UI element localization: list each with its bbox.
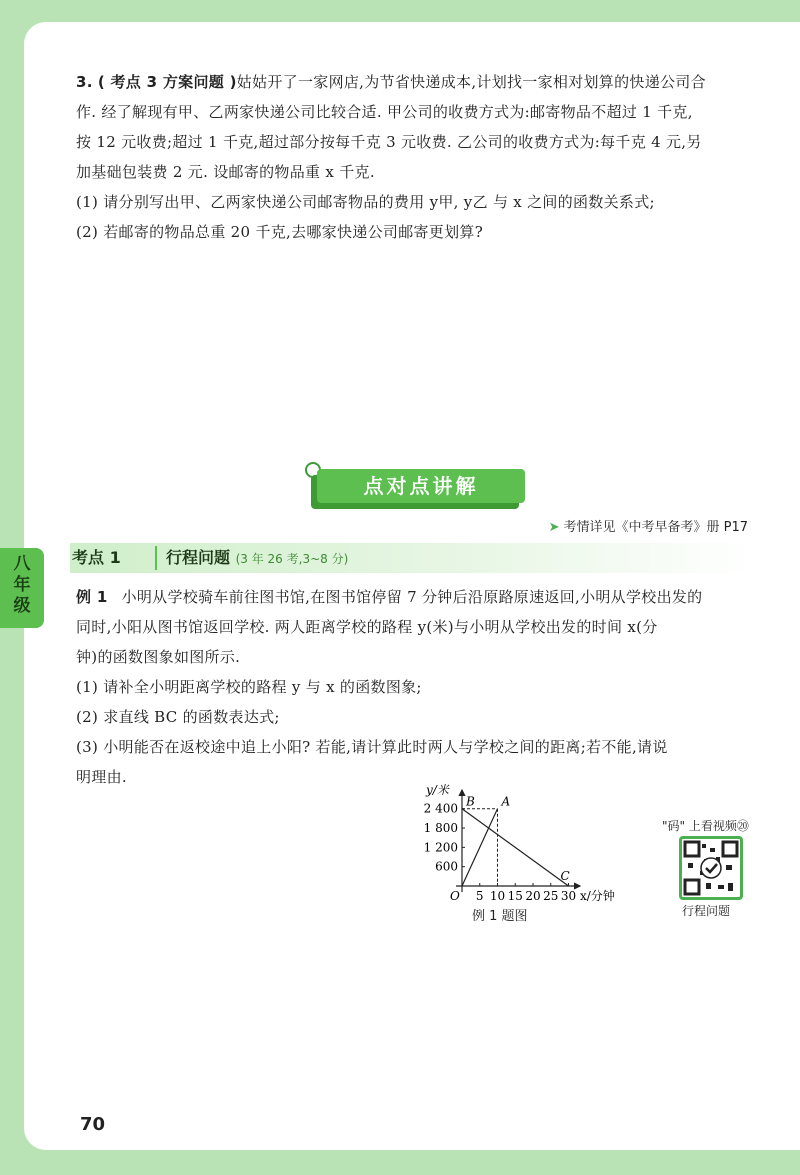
example-line: (3) 小明能否在返校途中追上小阳? 若能,请计算此时两人与学校之间的距离;若不能,请说 (76, 738, 668, 756)
x-tick-label: 10 (489, 889, 506, 903)
problem-3 (76, 67, 766, 247)
problem-3-line: (2) 若邮寄的物品总重 20 千克,去哪家快递公司邮寄更划算? (76, 223, 484, 241)
reference-note (549, 516, 748, 535)
problem-text: 姑姑开了一家网店,为节省快递成本,计划找一家相对划算的快递公司合 (236, 73, 706, 91)
side-tab-char: 八 (13, 554, 31, 574)
qr-pattern-icon (682, 839, 740, 897)
problem-number: 3. (76, 73, 93, 91)
page-number: 70 (80, 1114, 106, 1135)
qr-code[interactable] (679, 836, 743, 900)
example-text: 小明从学校骑车前往图书馆,在图书馆停留 7 分钟后沿原路原速返回,小明从学校出发的 (121, 588, 703, 606)
problem-tag: ( 考点 3 方案问题 ) (97, 73, 237, 91)
example-line: (2) 求直线 BC 的函数表达式; (76, 708, 280, 726)
example-line: 明理由. (76, 768, 127, 786)
kaodian-title (166, 545, 348, 568)
problem-3-line: 按 12 元收费;超过 1 千克,超过部分按每千克 3 元收费. 乙公司的收费方式为:每千克 4 元,另 (76, 133, 702, 151)
point-label-c: C (560, 869, 570, 883)
x-tick-label: 15 (507, 889, 523, 903)
y-tick-label: 600 (435, 859, 458, 874)
y-tick-label: 1 200 (423, 840, 458, 855)
problem-3-line (76, 67, 766, 97)
y-tick-label: 2 400 (423, 801, 458, 816)
example-line (76, 582, 766, 612)
series-line (462, 809, 569, 886)
divider (155, 546, 157, 570)
qr-title: "码" 上看视频⑳ (662, 819, 749, 833)
problem-3-line: 加基础包装费 2 元. 设邮寄的物品重 x 千克. (76, 163, 375, 181)
origin-label: O (450, 889, 460, 903)
y-tick-label: 1 800 (423, 821, 458, 836)
kaodian-subtitle: (3 年 26 考,3~8 分) (235, 552, 349, 566)
x-axis-label: x/分钟 (580, 889, 615, 903)
problem-3-line: 作. 经了解现有甲、乙两家快递公司比较合适. 甲公司的收费方式为:邮寄物品不超过 1 千克, (76, 103, 693, 121)
kaodian-label: 考点 1 (72, 548, 121, 567)
kaodian-title-text: 行程问题 (166, 548, 231, 567)
example-line: 同时,小阳从图书馆返回学校. 两人距离学校的路程 y(米)与小明从学校出发的时间 x(分 (76, 618, 658, 636)
example-tag: 例 1 (76, 588, 108, 606)
example-line: (1) 请补全小明距离学校的路程 y 与 x 的函数图象; (76, 678, 422, 696)
x-tick-label: 25 (543, 889, 559, 903)
x-tick-label: 30 (560, 889, 577, 903)
y-axis-label: y/米 (426, 783, 449, 797)
x-tick-label: 5 (475, 889, 484, 903)
grade-side-tab (0, 548, 44, 628)
side-tab-char: 年 (13, 575, 31, 595)
point-label-a: A (501, 794, 511, 809)
reference-text: 考情详见《中考早备考》册 P17 (563, 520, 748, 535)
series-line (462, 809, 498, 886)
example-1 (76, 582, 766, 792)
figure-caption: 例 1 题图 (472, 909, 528, 924)
x-tick-label: 20 (525, 889, 541, 903)
section-banner: 点对点讲解 (317, 469, 525, 503)
example-line: 钟)的函数图象如图所示. (76, 648, 241, 666)
point-label-b: B (466, 794, 475, 809)
arrow-icon: ➤ (548, 520, 560, 535)
side-tab-char: 级 (13, 596, 31, 616)
qr-caption: 行程问题 (682, 904, 731, 918)
problem-3-line: (1) 请分别写出甲、乙两家快递公司邮寄物品的费用 y甲, y乙 与 x 之间的函数关系式; (76, 193, 655, 211)
